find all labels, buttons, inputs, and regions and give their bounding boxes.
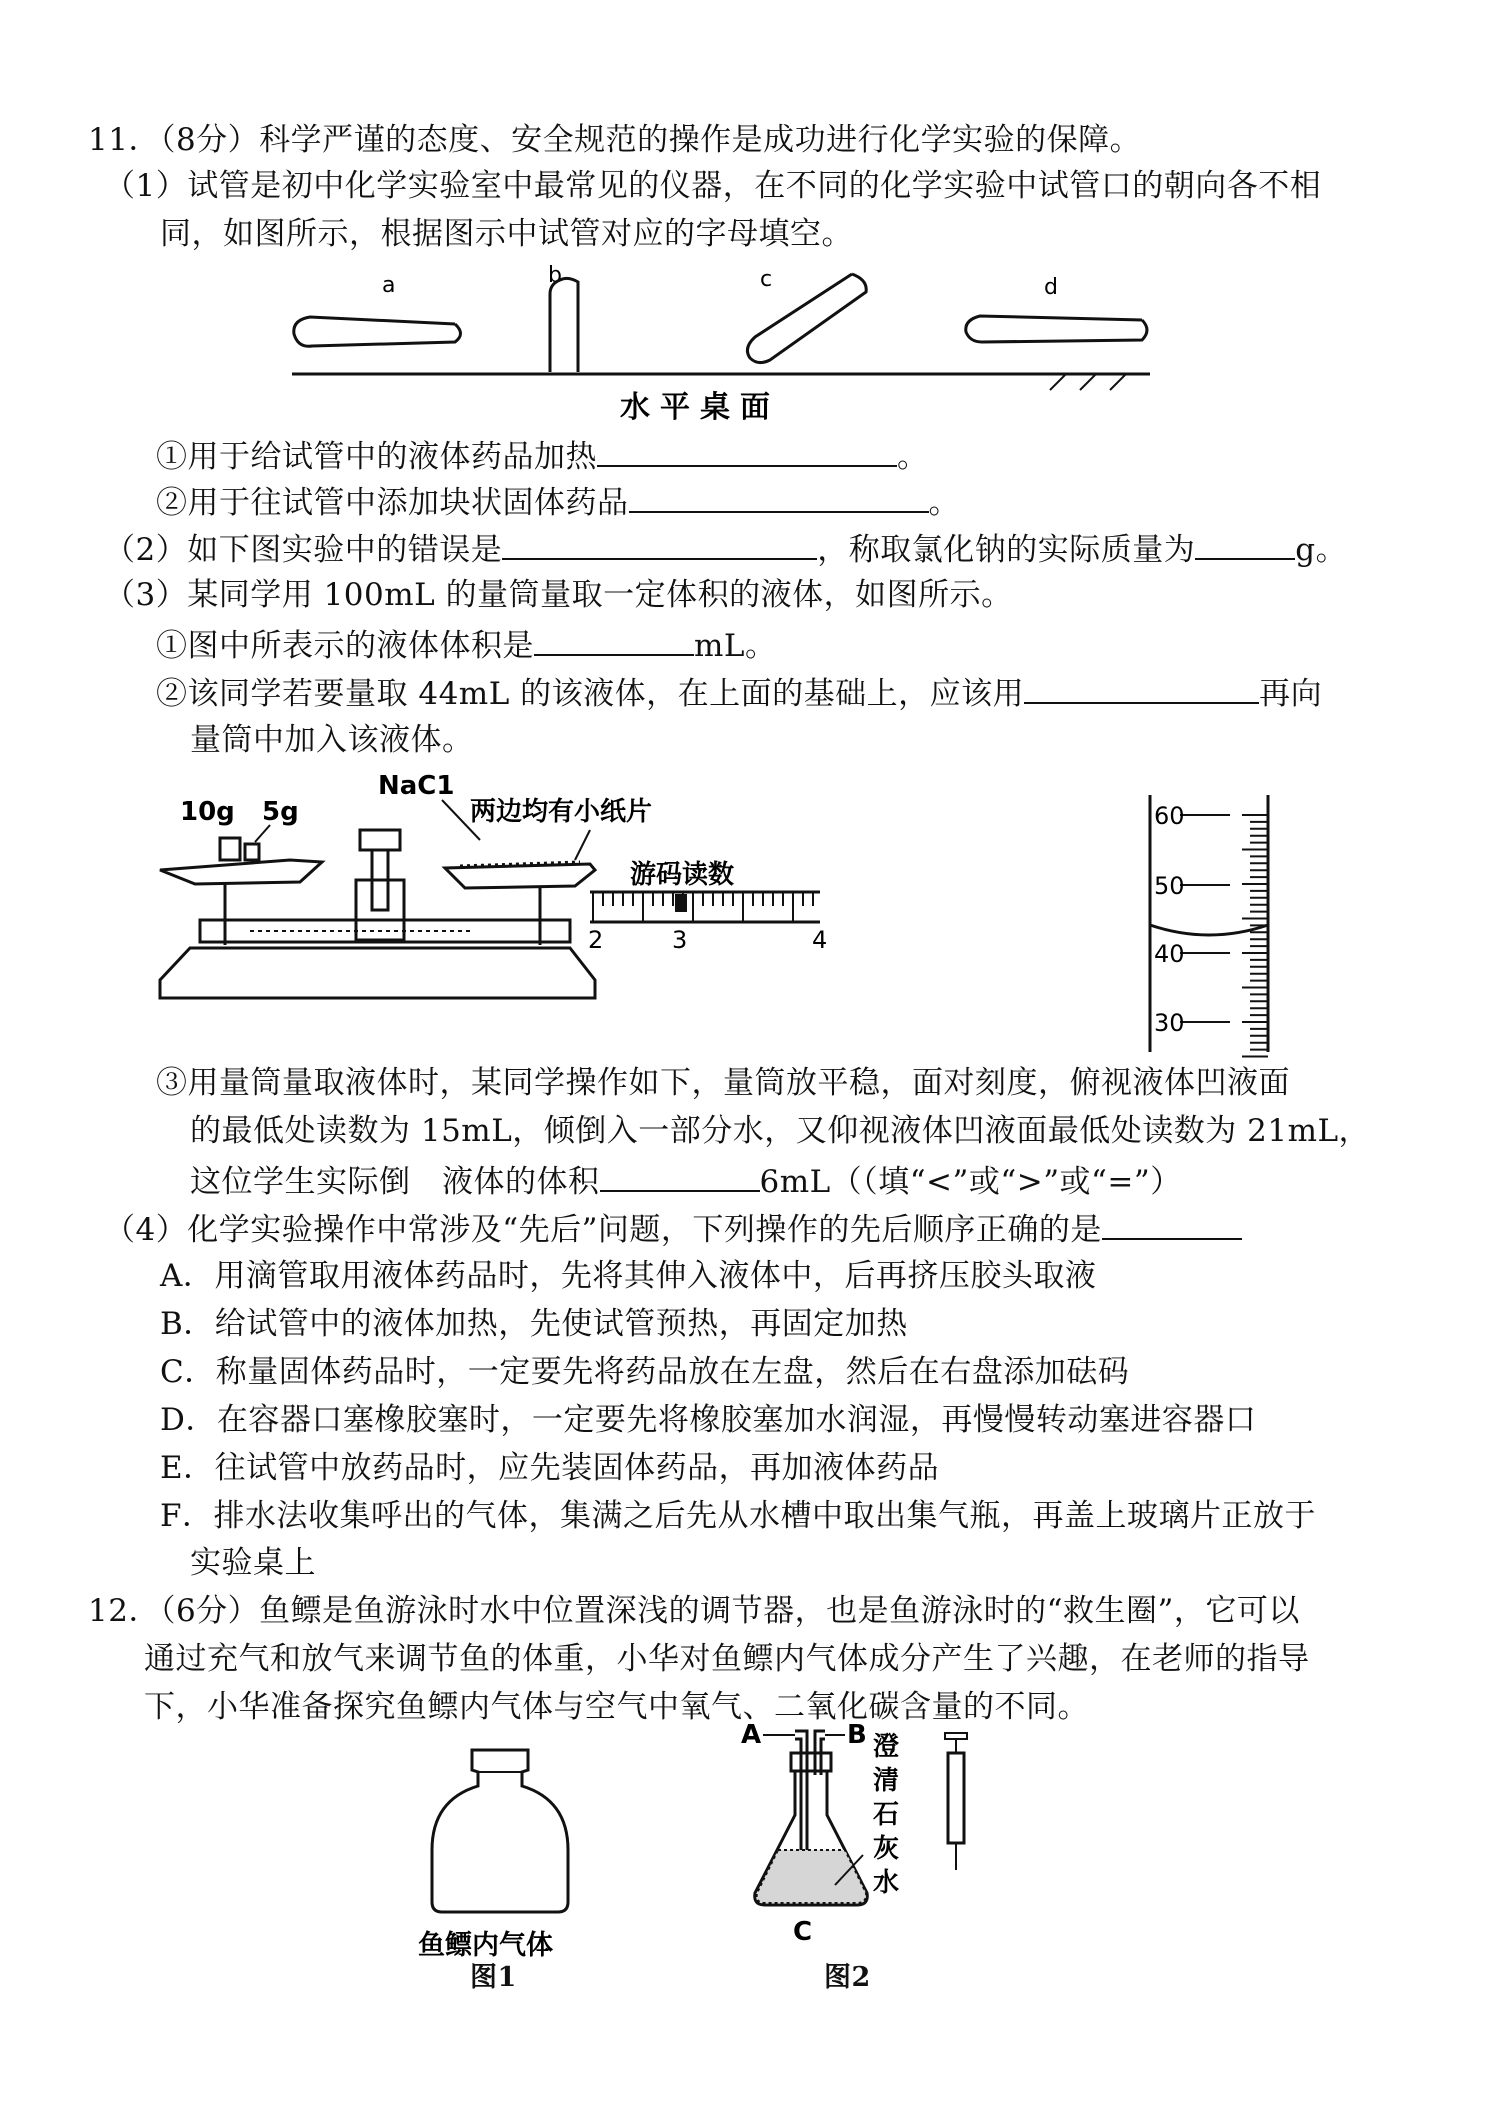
q11-part3-q2: ②该同学若要量取 44mL 的该液体，在上面的基础上，应该用 再向	[156, 672, 1322, 714]
fig2-label-a: A	[741, 1720, 762, 1750]
cyl-tick-60: 60	[1154, 802, 1185, 830]
balance-base	[160, 948, 595, 998]
answer-blank-4[interactable]	[1195, 528, 1295, 560]
right-pan	[445, 864, 595, 888]
figure-1	[400, 1740, 600, 1980]
figure-2	[735, 1715, 1035, 1955]
answer-blank-1[interactable]	[597, 435, 897, 467]
test-tube-b	[550, 278, 578, 372]
limewater-char-2: 清	[873, 1766, 900, 1796]
left-pan	[160, 860, 322, 884]
weight-label-5g: 5g	[262, 797, 299, 827]
nacl-label: NaC1	[378, 771, 455, 801]
gas-bottle	[432, 1750, 568, 1912]
tube-label-b: b	[548, 263, 562, 288]
fig1-label: 鱼鳔内气体	[418, 1930, 553, 1961]
stopper	[791, 1753, 831, 1771]
paper-note: 两边均有小纸片	[470, 797, 653, 827]
q11-part1-line2: 同，如图所示，根据图示中试管对应的字母填空。	[160, 216, 853, 252]
q11-part3-title: （3）某同学用 100mL 的量筒量取一定体积的液体，如图所示。	[104, 577, 1013, 613]
test-tube-figure	[280, 262, 1180, 432]
tube-label-d: d	[1044, 275, 1058, 300]
answer-blank-6[interactable]	[1024, 672, 1259, 704]
q12-line2: 通过充气和放气来调节鱼的体重，小华对鱼鳔内气体成分产生了兴趣，在老师的指导	[144, 1641, 1310, 1677]
rider-scale-ticks	[593, 892, 813, 922]
option-c: C．称量固体药品时，一定要先将药品放在左盘，然后在右盘添加砝码	[160, 1354, 1130, 1390]
test-tube-a	[294, 317, 461, 346]
option-e: E．往试管中放药品时，应先装固体药品，再加液体药品	[160, 1450, 940, 1486]
fig2-label-b: B	[847, 1720, 867, 1750]
cylinder-figure	[1130, 790, 1280, 1060]
answer-blank-5[interactable]	[534, 624, 694, 656]
option-a: A．用滴管取用液体药品时，先将其伸入液体中，后再挤压胶头取液	[160, 1258, 1097, 1294]
option-d: D．在容器口塞橡胶塞时，一定要先将橡胶塞加水润湿，再慢慢转动塞进容器口	[160, 1402, 1257, 1438]
limewater-char-4: 灰	[873, 1834, 900, 1864]
q11-part3-q3-line1: ③用量筒量取液体时，某同学操作如下，量筒放平稳，面对刻度，俯视液体凹液面	[156, 1065, 1290, 1101]
q11-part3-q1: ①图中所表示的液体体积是 mL。	[156, 624, 776, 666]
q12-line1: 12．（6分）鱼鳔是鱼游泳时水中位置深浅的调节器，也是鱼游泳时的“救生圈”，它可以	[88, 1593, 1300, 1629]
rider-tick-4: 4	[812, 926, 828, 954]
q11-part1-q2: ②用于往试管中添加块状固体药品 。	[156, 481, 960, 523]
test-tube-d	[966, 316, 1147, 342]
syringe	[945, 1733, 967, 1870]
balance-figure	[150, 770, 850, 1020]
desk-label: 水平桌面	[620, 390, 780, 425]
q11-part2: （2）如下图实验中的错误是 ，称取氯化钠的实际质量为 g。	[104, 528, 1347, 570]
q11-title: 11．（8分）科学严谨的态度、安全规范的操作是成功进行化学实验的保障。	[88, 122, 1142, 158]
tube-label-c: c	[760, 267, 773, 292]
cyl-tick-40: 40	[1154, 940, 1185, 968]
q11-part1-line1: （1）试管是初中化学实验室中最常见的仪器，在不同的化学实验中试管口的朝向各不相	[104, 168, 1322, 204]
q12-line3: 下，小华准备探究鱼鳔内气体与空气中氧气、二氧化碳含量的不同。	[144, 1689, 1089, 1725]
fig1-caption: 图1	[470, 1962, 517, 1993]
option-b: B．给试管中的液体加热，先使试管预热，再固定加热	[160, 1306, 908, 1342]
answer-blank-8[interactable]	[1102, 1208, 1242, 1240]
q11-part1-q1: ①用于给试管中的液体药品加热 。	[156, 435, 929, 477]
cyl-tick-50: 50	[1154, 872, 1185, 900]
limewater-char-3: 石	[873, 1800, 900, 1830]
cylinder-ticks	[1242, 815, 1268, 1060]
cyl-tick-30: 30	[1154, 1009, 1185, 1037]
meniscus	[1150, 925, 1268, 935]
q11-part3-q3-line3: 这位学生实际倒 液体的体积 6mL（（填“<”或“>”或“=”）	[190, 1160, 1182, 1202]
limewater-char-1: 澄	[873, 1732, 900, 1762]
option-f-cont: 实验桌上	[190, 1545, 316, 1581]
weight-5g	[245, 844, 259, 860]
option-f: F．排水法收集呼出的气体，集满之后先从水槽中取出集气瓶，再盖上玻璃片正放于	[160, 1498, 1317, 1534]
q11-part4-title: （4）化学实验操作中常涉及“先后”问题，下列操作的先后顺序正确的是	[104, 1208, 1242, 1250]
tube-label-a: a	[382, 273, 396, 298]
rider-label: 游码读数	[630, 860, 735, 890]
rider-tick-3: 3	[672, 926, 688, 954]
rider	[675, 894, 687, 912]
answer-blank-3[interactable]	[502, 528, 817, 560]
q11-part3-q2-cont: 量筒中加入该液体。	[190, 722, 474, 758]
answer-blank-7[interactable]	[600, 1160, 760, 1192]
limewater-char-5: 水	[873, 1868, 900, 1898]
weight-label-10g: 10g	[180, 797, 235, 827]
weight-10g	[220, 838, 240, 860]
answer-blank-2[interactable]	[629, 481, 929, 513]
fig2-label-c: C	[793, 1917, 813, 1947]
q11-part3-q3-line2: 的最低处读数为 15mL，倾倒入一部分水，又仰视液体凹液面最低处读数为 21mL，	[190, 1113, 1371, 1149]
fig2-caption: 图2	[824, 1962, 871, 1993]
rider-tick-2: 2	[588, 926, 604, 954]
